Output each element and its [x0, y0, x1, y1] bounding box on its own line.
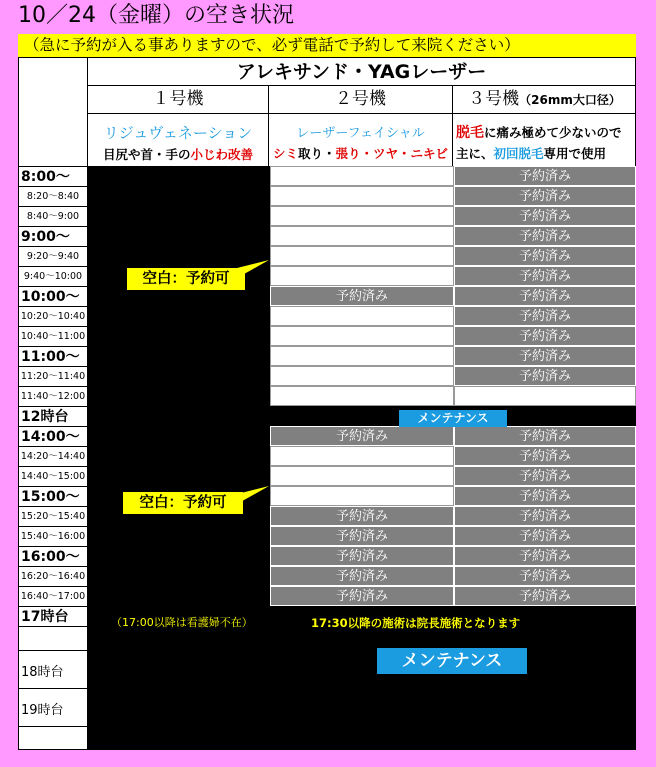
machine-2-slots — [270, 166, 454, 606]
machine-3-booked-slot: 予約済み — [454, 246, 636, 266]
time-slot-label: 14:00～ — [19, 427, 87, 447]
time-slot-label: 15:40～16:00 — [19, 527, 87, 547]
machine-3-slots — [454, 166, 636, 606]
time-column — [19, 166, 87, 750]
machine-2-free-slot[interactable] — [270, 346, 454, 366]
machine-3-booked-slot: 予約済み — [454, 166, 636, 186]
machine-2-free-slot[interactable] — [270, 486, 454, 506]
machine-3-desc-text1: に痛み極めて少ないので — [484, 125, 622, 140]
machine-1-header: １号機 — [87, 86, 269, 114]
time-slot-label: 9:20～9:40 — [19, 247, 87, 267]
maintenance-badge-evening: メンテナンス — [377, 648, 527, 674]
machine-2-free-slot[interactable] — [270, 386, 454, 406]
machine-3-header — [453, 86, 636, 114]
machine-3-booked-slot: 予約済み — [454, 306, 636, 326]
machine-1-desc-highlight: 小じわ改善 — [190, 147, 254, 162]
machine-2-booked-slot: 予約済み — [270, 506, 454, 526]
machine-3-booked-slot: 予約済み — [454, 206, 636, 226]
maintenance-badge-noon: メンテナンス — [399, 410, 507, 427]
machine-3-booked-slot: 予約済み — [454, 546, 636, 566]
director-treatment-note: 17:30以降の施術は院長施術となります — [311, 616, 521, 630]
machine-3-desc-text2: 主に、 — [456, 146, 494, 161]
machine-2-booked-slot: 予約済み — [270, 426, 454, 446]
machine-2-free-slot[interactable] — [270, 306, 454, 326]
time-slot-label: 10:40～11:00 — [19, 327, 87, 347]
machine-3-desc-highlight: 脱毛 — [456, 125, 484, 141]
time-slot-label: 14:40～15:00 — [19, 467, 87, 487]
time-slot-label: 8:20～8:40 — [19, 187, 87, 207]
machine-3-booked-slot: 予約済み — [454, 286, 636, 306]
machine-2-free-slot[interactable] — [270, 246, 454, 266]
machine-2-free-slot[interactable] — [270, 366, 454, 386]
machine-3-booked-slot: 予約済み — [454, 366, 636, 386]
time-slot-label: 19時台 — [19, 689, 87, 727]
machine-3-description — [453, 114, 636, 166]
machine-3-desc-blue: 初回脱毛 — [493, 146, 544, 161]
machine-3-booked-slot: 予約済み — [454, 486, 636, 506]
time-slot-label: 15:00～ — [19, 487, 87, 507]
machine-2-booked-slot: 予約済み — [270, 586, 454, 606]
schedule-table — [18, 57, 636, 750]
page-title: 10／24（金曜）の空き状況 — [18, 3, 294, 28]
time-slot-label: 16:40～17:00 — [19, 587, 87, 607]
machine-3-booked-slot: 予約済み — [454, 266, 636, 286]
time-slot-label: 12時台 — [19, 407, 87, 427]
laser-title: アレキサンド・YAGレーザー — [87, 58, 635, 86]
machine-3-header-sub: （26mm大口径） — [519, 93, 621, 107]
machine-2-desc-highlight-b: 張り・ツヤ・ニキビ — [335, 146, 449, 161]
machine-2-free-slot[interactable] — [270, 466, 454, 486]
machine-1-desc-text: 目尻や首・手の — [102, 147, 191, 162]
machine-3-booked-slot: 予約済み — [454, 226, 636, 246]
machine-3-booked-slot: 予約済み — [454, 346, 636, 366]
machine-3-booked-slot: 予約済み — [454, 326, 636, 346]
machine-3-booked-slot: 予約済み — [454, 586, 636, 606]
nurse-absence-note: （17:00以降は看護婦不在） — [111, 616, 253, 629]
reservation-notice: （急に予約が入る事ありますので、必ず電話で予約して来院ください） — [18, 34, 636, 57]
machine-2-free-slot[interactable] — [270, 206, 454, 226]
machine-2-description — [269, 114, 453, 166]
machine-2-free-slot[interactable] — [270, 266, 454, 286]
time-slot-label — [19, 627, 87, 651]
time-slot-label: 15:20～15:40 — [19, 507, 87, 527]
machine-2-free-slot[interactable] — [270, 446, 454, 466]
machine-2-header: ２号機 — [269, 86, 453, 114]
free-slot-callout-morning: 空白：予約可 — [127, 268, 245, 290]
machine-2-booked-slot: 予約済み — [270, 566, 454, 586]
time-slot-label: 9:40～10:00 — [19, 267, 87, 287]
machine-2-desc-highlight-a: シミ — [272, 146, 298, 161]
time-slot-label: 11:40～12:00 — [19, 387, 87, 407]
machine-2-treatment: レーザーフェイシャル — [296, 126, 425, 141]
time-slot-label: 11:20～11:40 — [19, 367, 87, 387]
machine-1-treatment: リジュヴェネーション — [103, 124, 253, 142]
machine-3-booked-slot: 予約済み — [454, 426, 636, 446]
machine-2-free-slot[interactable] — [270, 166, 454, 186]
machine-2-booked-slot: 予約済み — [270, 286, 454, 306]
time-slot-label: 8:40～9:00 — [19, 207, 87, 227]
time-slot-label: 14:20～14:40 — [19, 447, 87, 467]
time-slot-label: 10:20～10:40 — [19, 307, 87, 327]
machine-3-free-slot[interactable] — [454, 386, 636, 406]
machine-3-booked-slot: 予約済み — [454, 466, 636, 486]
machine-2-free-slot[interactable] — [270, 326, 454, 346]
machine-1-description — [87, 114, 269, 166]
machine-2-booked-slot: 予約済み — [270, 546, 454, 566]
machine-3-header-main: ３号機 — [468, 89, 520, 109]
time-slot-label: 10:00～ — [19, 287, 87, 307]
machine-3-booked-slot: 予約済み — [454, 506, 636, 526]
machine-2-desc-text: 取り・ — [297, 146, 336, 161]
machine-3-desc-text3: 専用で使用 — [543, 146, 607, 161]
time-slot-label: 11:00～ — [19, 347, 87, 367]
time-slot-label: 18時台 — [19, 651, 87, 689]
time-slot-label: 8:00～ — [19, 167, 87, 187]
free-slot-callout-afternoon: 空白：予約可 — [123, 492, 243, 514]
machine-3-booked-slot: 予約済み — [454, 526, 636, 546]
machine-3-booked-slot: 予約済み — [454, 566, 636, 586]
time-slot-label: 16:20～16:40 — [19, 567, 87, 587]
machine-3-booked-slot: 予約済み — [454, 446, 636, 466]
time-slot-label: 17時台 — [19, 607, 87, 627]
time-slot-label: 16:00～ — [19, 547, 87, 567]
machine-2-free-slot[interactable] — [270, 226, 454, 246]
machine-2-booked-slot: 予約済み — [270, 526, 454, 546]
machine-3-booked-slot: 予約済み — [454, 186, 636, 206]
time-slot-label: 9:00～ — [19, 227, 87, 247]
machine-2-free-slot[interactable] — [270, 186, 454, 206]
